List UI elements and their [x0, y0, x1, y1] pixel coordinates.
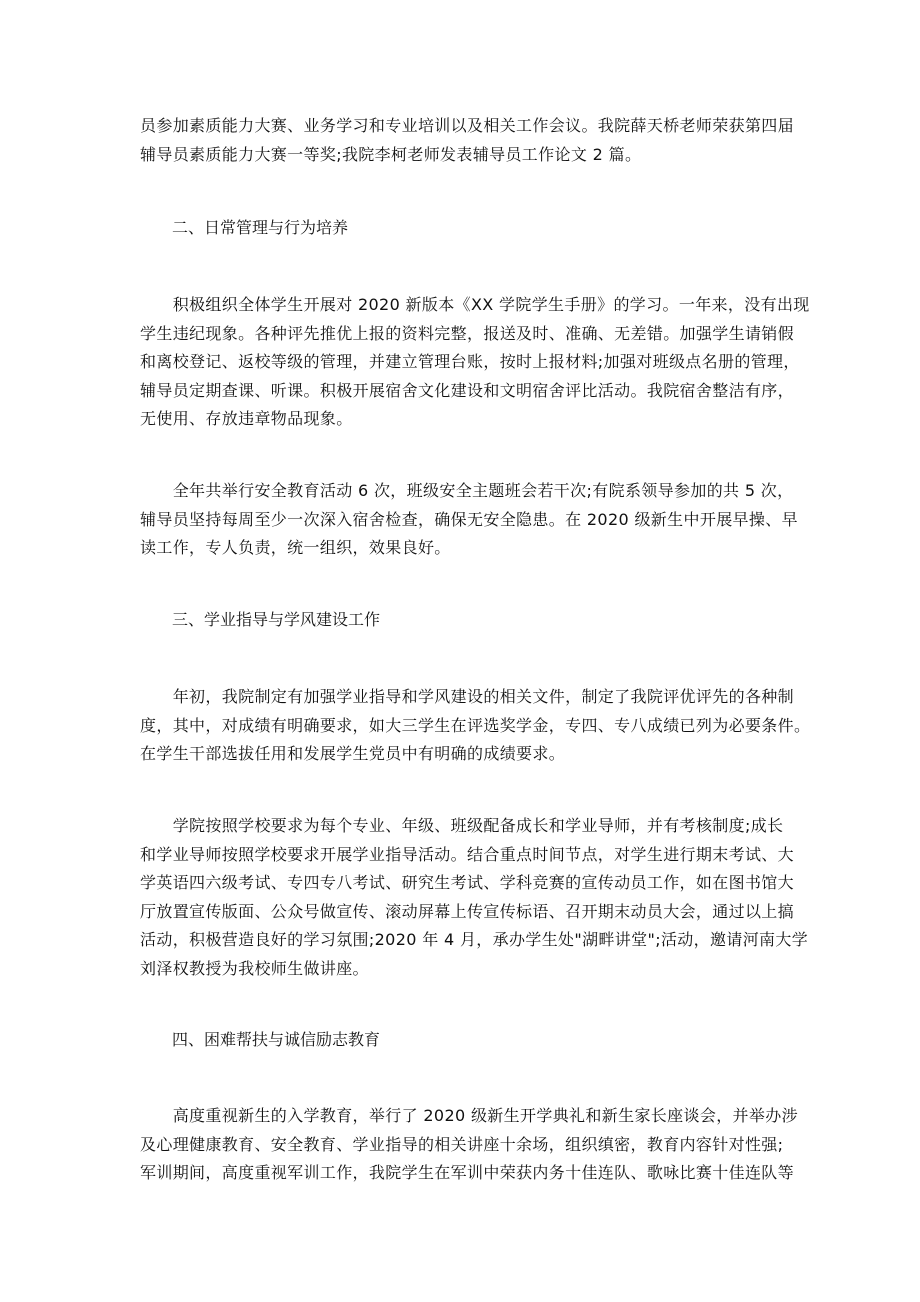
section-heading-assistance: 四、困难帮扶与诚信励志教育: [172, 1030, 381, 1049]
paragraph-mentors: [140, 812, 809, 983]
text-line: 军训期间，高度重视军训工作，我院学生在军训中荣获内务十佳连队、歌咏比赛十佳连队等: [140, 1163, 795, 1182]
paragraph-study-style: [140, 683, 811, 769]
text-line: 员参加素质能力大赛、业务学习和专业培训以及相关工作会议。我院薛天桥老师荣获第四届: [140, 116, 795, 135]
paragraph-safety: [140, 477, 798, 563]
text-line: 在学生干部选拔任用和发展学生党员中有明确的成绩要求。: [140, 744, 566, 763]
text-line: 积极组织全体学生开展对 2020 新版本《XX 学院学生手册》的学习。一年来，没有出现: [140, 295, 810, 314]
paragraph-orientation: [140, 1102, 798, 1188]
text-line: 学生违纪现象。各种评先推优上报的资料完整，报送及时、准确、无差错。加强学生请销假: [140, 323, 795, 343]
text-line: 年初，我院制定有加强学业指导和学风建设的相关文件，制定了我院评优评先的各种制: [140, 687, 795, 706]
text-line: 度，其中，对成绩有明确要求，如大三学生在评选奖学金，专四、专八成绩已列为必要条件。: [140, 715, 811, 735]
text-line: 全年共举行安全教育活动 6 次，班级安全主题班会若干次;有院系领导参加的共 5 次，: [140, 481, 794, 500]
text-line: 读工作，专人负责，统一组织，效果良好。: [140, 538, 451, 557]
paragraph-handbook: [140, 291, 810, 434]
text-line: 辅导员坚持每周至少一次深入宿舍检查，确保无安全隐患。在 2020 级新生中开展早操、早: [140, 509, 798, 529]
section-heading-academic-guidance: 三、学业指导与学风建设工作: [172, 610, 381, 629]
text-line: 活动，积极营造良好的学习氛围;2020 年 4 月，承办学生处"湖畔讲堂";活动，邀请河南大学: [140, 930, 809, 949]
text-line: 学院按照学校要求为每个专业、年级、班级配备成长和学业导师，并有考核制度;成长: [140, 816, 784, 835]
text-line: 厅放置宣传版面、公众号做宣传、滚动屏幕上传宣传标语、召开期末动员大会，通过以上搞: [140, 901, 795, 921]
text-line: 辅导员定期查课、听课。积极开展宿舍文化建设和文明宿舍评比活动。我院宿舍整洁有序，: [140, 380, 795, 400]
text-line: 和离校登记、返校等级的管理，并建立管理台账，按时上报材料;加强对班级点名册的管理，: [140, 352, 800, 371]
section-heading-daily-management: 二、日常管理与行为培养: [172, 218, 349, 237]
text-line: 无使用、存放违章物品现象。: [140, 409, 353, 428]
paragraph-award: [140, 112, 795, 169]
text-line: 高度重视新生的入学教育，举行了 2020 级新生开学典礼和新生家长座谈会，并举办涉: [140, 1106, 798, 1125]
text-line: 学英语四六级考试、专四专八考试、研究生考试、学科竞赛的宣传动员工作，如在图书馆大: [140, 873, 795, 892]
text-line: 刘泽权教授为我校师生做讲座。: [140, 958, 369, 978]
text-line: 及心理健康教育、安全教育、学业指导的相关讲座十余场，组织缜密，教育内容针对性强;: [140, 1134, 784, 1154]
text-line: 辅导员素质能力大赛一等奖;我院李柯老师发表辅导员工作论文 2 篇。: [140, 144, 642, 164]
text-line: 和学业导师按照学校要求开展学业指导活动。结合重点时间节点，对学生进行期末考试、大: [140, 844, 795, 864]
